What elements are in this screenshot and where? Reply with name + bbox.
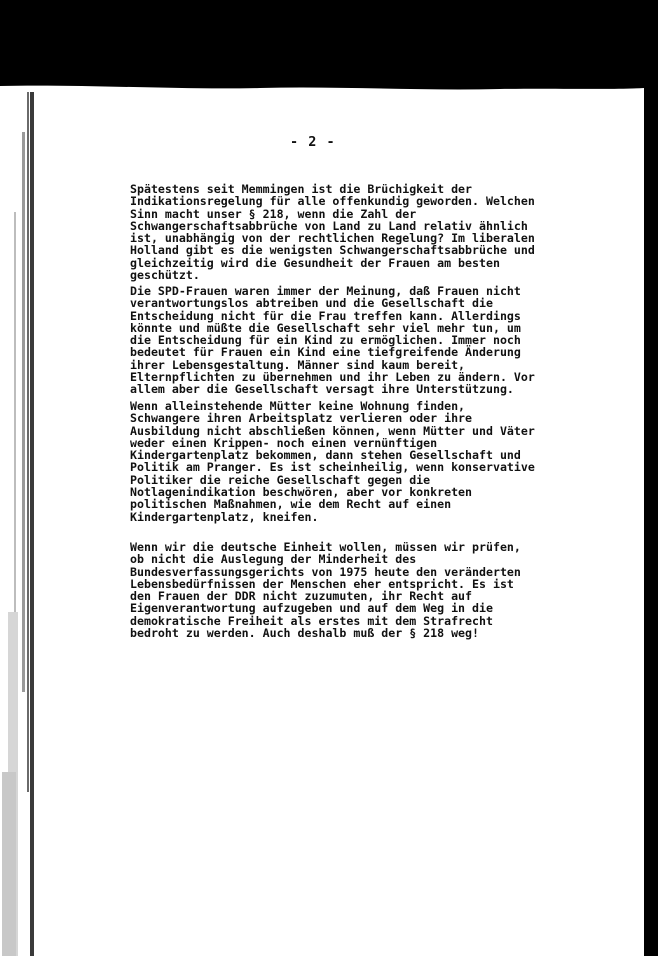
text-line: weder einen Krippen- noch einen vernünftigen	[130, 435, 438, 450]
text-line: ist, unabhängig von der rechtlichen Regelung? Im liberalen	[130, 231, 535, 246]
text-line: Elternpflichten zu übernehmen und ihr Leben zu ändern. Vor	[130, 370, 535, 385]
text-line: Notlagenindikation beschwören, aber vor konkreten	[130, 485, 473, 500]
paragraph-deutsche-einheit	[130, 541, 550, 639]
text-line: Holland gibt es die wenigsten Schwangerschaftsabbrüche und	[130, 243, 535, 258]
text-line: Sinn macht unser § 218, wenn die Zahl der	[130, 206, 417, 221]
text-line: Indikationsregelung für alle offenkundig geworden. Welchen	[130, 194, 535, 209]
text-line: Spätestens seit Memmingen ist die Brüchigkeit der	[130, 182, 473, 196]
paragraph-muetter	[130, 400, 550, 523]
text-line: politischen Maßnahmen, wie dem Recht auf einen	[130, 497, 452, 512]
scan-border-edge	[0, 0, 658, 92]
text-line: ob nicht die Auslegung der Minderheit des	[130, 552, 417, 567]
page-number: - 2 -	[290, 134, 336, 150]
paragraph-memmingen	[130, 183, 550, 281]
text-line: Wenn wir die deutsche Einheit wollen, müssen wir prüfen,	[130, 540, 521, 554]
text-line: bedeutet für Frauen ein Kind eine tiefgreifende Änderung	[130, 345, 521, 360]
text-line: allem aber die Gesellschaft versagt ihre Unterstützung.	[130, 382, 514, 397]
text-line: Schwangerschaftsabbrüche von Land zu Land relativ ähnlich	[130, 218, 528, 233]
text-line: Bundesverfassungsgerichts von 1975 heute den veränderten	[130, 564, 521, 579]
text-line: ihrer Lebensgestaltung. Männer sind kaum bereit,	[130, 357, 466, 372]
text-line: Schwangere ihren Arbeitsplatz verlieren oder ihre	[130, 411, 473, 426]
text-line: demokratische Freiheit als erstes mit dem Strafrecht	[130, 613, 493, 628]
text-line: Die SPD-Frauen waren immer der Meinung, daß Frauen nicht	[130, 284, 521, 298]
paragraph-spd-frauen	[130, 285, 550, 396]
text-line: Kindergartenplatz, kneifen.	[130, 509, 319, 524]
scan-border-top	[0, 0, 658, 92]
text-line: Politik am Pranger. Es ist scheinheilig, wenn konservative	[130, 460, 535, 475]
text-line: die Entscheidung für ein Kind zu ermöglichen. Immer noch	[130, 333, 521, 348]
text-line: geschützt.	[130, 268, 200, 283]
text-line: Wenn alleinstehende Mütter keine Wohnung finden,	[130, 399, 466, 413]
text-line: Kindergartenplatz bekommen, dann stehen Gesellschaft und	[130, 448, 521, 463]
text-line: Entscheidung nicht für die Frau treffen kann. Allerdings	[130, 308, 521, 323]
text-line: bedroht zu werden. Auch deshalb muß der § 218 weg!	[130, 626, 480, 641]
text-line: Ausbildung nicht abschließen können, wenn Mütter und Väter	[130, 423, 535, 438]
text-line: den Frauen der DDR nicht zuzumuten, ihr Recht auf	[130, 589, 473, 604]
text-line: könnte und müßte die Gesellschaft sehr viel mehr tun, um	[130, 320, 521, 335]
text-line: Eigenverantwortung aufzugeben und auf dem Weg in die	[130, 601, 493, 616]
text-line: Lebensbedürfnissen der Menschen eher entspricht. Es ist	[130, 576, 514, 591]
text-line: Politiker die reiche Gesellschaft gegen die	[130, 472, 431, 487]
text-line: verantwortungslos abtreiben und die Gesellschaft die	[130, 296, 493, 311]
text-line: gleichzeitig wird die Gesundheit der Frauen am besten	[130, 255, 500, 270]
scan-border-right	[644, 0, 658, 956]
